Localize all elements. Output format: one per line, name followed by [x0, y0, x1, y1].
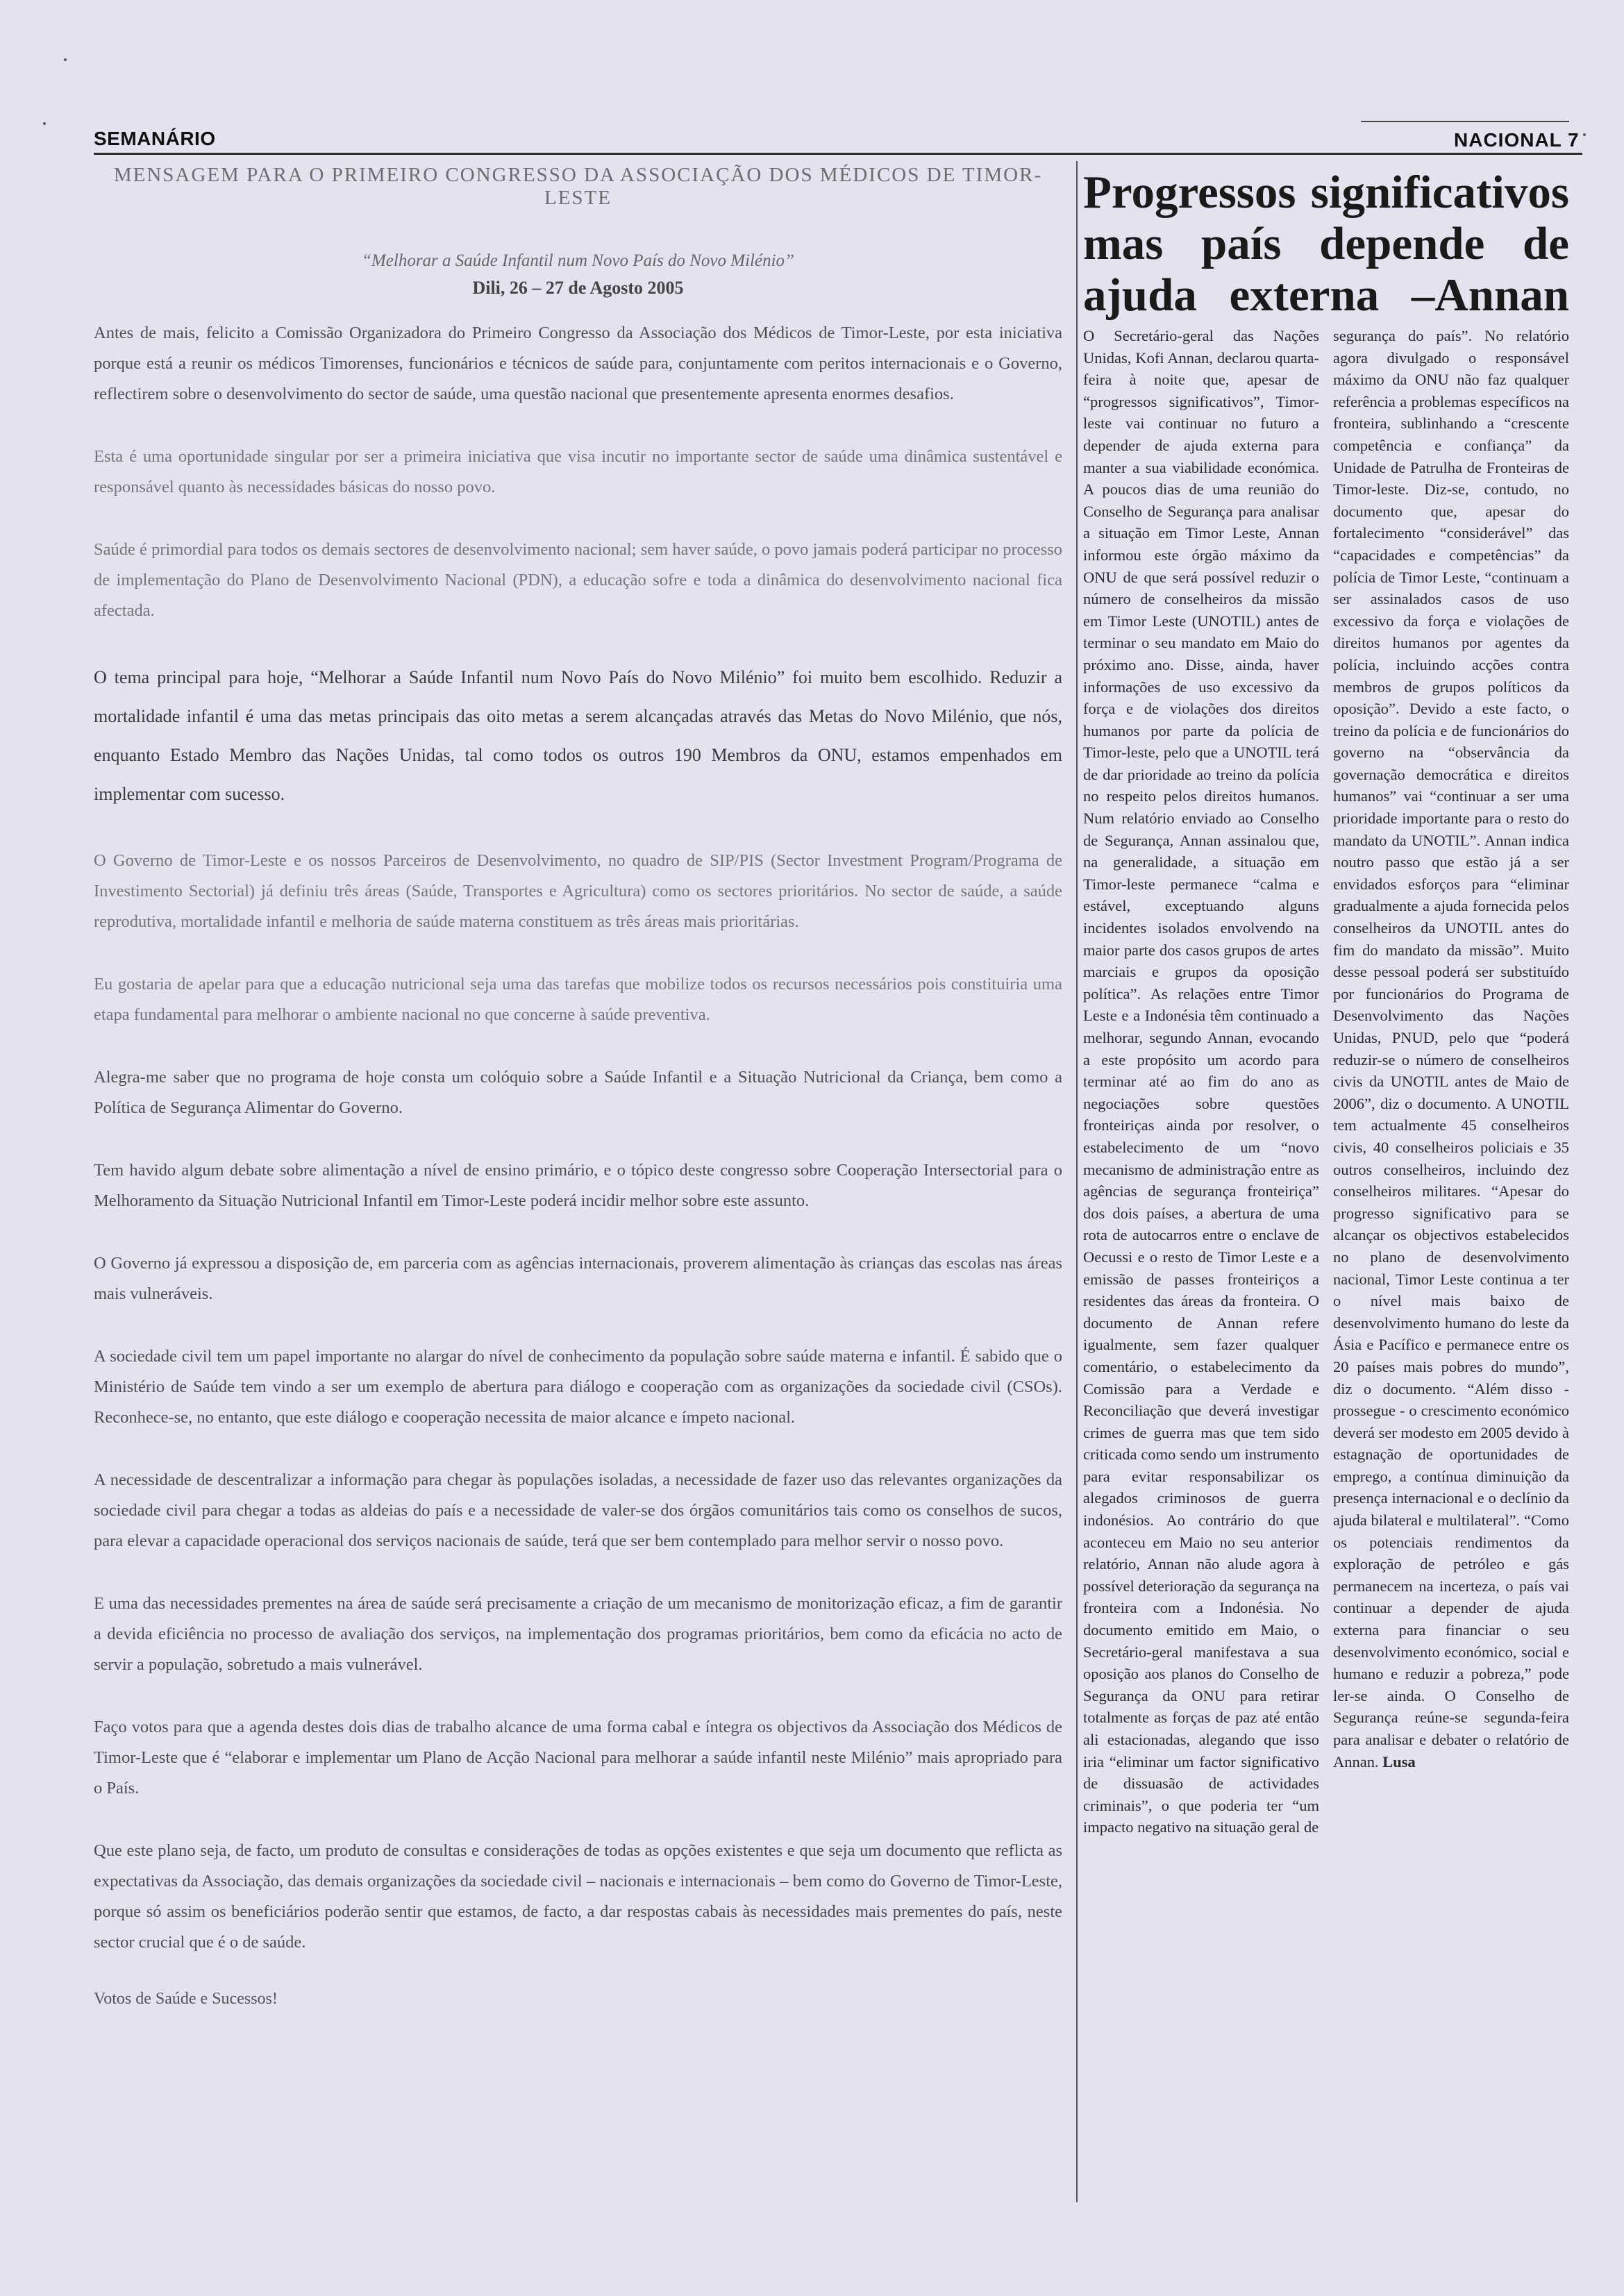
- headline-line: Progressos significativos: [1083, 167, 1569, 218]
- message-paragraph: Antes de mais, felicito a Comissão Organizadora do Primeiro Congresso da Associação dos Médicos de Timor-Leste, por esta iniciativa porque está a reunir os médicos Timorenses, funcionários e técnicos de saúde para, conjuntamente com peritos internacionais e o Governo, reflectirem sobre o desenvolvimento do sector de saúde, uma questão nacional que presentemente apresenta enormes desafios.: [94, 324, 1062, 403]
- article-column-2-text: segurança do país”. No relatório agora divulgado o responsável máximo da ONU não faz qualquer referência a problemas específicos na fronteira, sublinhando a “crescente competência e confiança” da Unidade de Patrulha de Fronteiras de Timor-leste. Diz-se, contudo, no documento que, apesar do fortalecimento “considerável” das “capacidades e competências” da polícia de Timor Leste, “continuam a ser assinalados casos de uso excessivo da força e violações de direitos humanos por agentes da polícia, incluindo acções contra membros de grupos políticos da oposição”. Devido a este facto, o treino da polícia e de funcionários do governo na “observância da governação democrática e direitos humanos” vai “continuar a ser uma prioridade importante para o resto do mandato da UNOTIL”. Annan indica noutro passo que estão já a ser envidados esforços para “eliminar gradualmente a ajuda fornecida pelos conselheiros da UNOTIL antes do fim do mandato da missão”. Muito desse pessoal poderá ser substituído por funcionários do Programa de Desenvolvimento das Nações Unidas, PNUD, pelo que “poderá reduzir-se o número de conselheiros civis da UNOTIL antes de Maio de 2006”, diz o documento. A UNOTIL tem actualmente 45 conselheiros civis, 40 conselheiros policiais e 35 outros conselheiros, incluindo dez conselheiros militares. “Apesar do progresso significativo para se alcançar os objectivos estabelecidos no plano de desenvolvimento nacional, Timor Leste continua a ter o nível mais baixo de desenvolvimento humano do leste da Ásia e Pacífico e permanece entre os 20 países mais pobres do mundo”, diz o documento. “Além disso - prossegue - o crescimento económico deverá ser modesto em 2005 devido à estagnação de oportunidades de emprego, a contínua diminuição da presença internacional e o declínio da ajuda bilateral e multilateral”. “Como os potenciais rendimentos da exploração de petróleo e gás permanecem na incerteza, o país vai continuar a depender de ajuda externa para financiar o seu desenvolvimento económico, social e humano e reduzir a pobreza,” pode ler-se ainda. O Conselho de Segurança reúne-se segunda-feira para analisar e debater o relatório de Annan.: [1333, 327, 1569, 1770]
- message-paragraph: Alegra-me saber que no programa de hoje consta um colóquio sobre a Saúde Infantil e a Situação Nutricional da Criança, bem como a Política de Segurança Alimentar do Governo.: [94, 1068, 1062, 1117]
- headline-line: mas país depende de: [1083, 218, 1569, 269]
- message-paragraph: O Governo já expressou a disposição de, em parceria com as agências internacionais, proverem alimentação às crianças das escolas nas áreas mais vulneráveis.: [94, 1254, 1062, 1303]
- news-agency-credit: Lusa: [1382, 1752, 1416, 1770]
- speck: [64, 58, 67, 61]
- message-paragraph: Faço votos para que a agenda destes dois dias de trabalho alcance de uma forma cabal e íntegra os objectivos da Associação dos Médicos de Timor-Leste que é “elaborar e implementar um Plano de Acção Nacional para melhorar a saúde infantil neste Milénio” mais apropriado para o País.: [94, 1718, 1062, 1798]
- message-paragraph: O tema principal para hoje, “Melhorar a Saúde Infantil num Novo País do Novo Milénio” foi muito bem escolhido. Reduzir a mortalidade infantil é uma das metas principais das oito metas a serem alcançadas através das Metas do Novo Milénio, que nós, enquanto Estado Membro das Nações Unidas, tal como todos os outros 190 Membros da ONU, estamos empenhados em implementar com sucesso.: [94, 667, 1062, 804]
- message-paragraph: E uma das necessidades prementes na área de saúde será precisamente a criação de um mecanismo de monitorização eficaz, a fim de garantir a devida eficiência no processo de avaliação dos serviços, na implementação dos programas prioritários, bem como da eficácia no acto de servir a população, sobretudo a mais vulnerável.: [94, 1594, 1062, 1674]
- article-column-2: [1333, 325, 1569, 1838]
- article-column-1: O Secretário-geral das Nações Unidas, Kofi Annan, declarou quarta-feira à noite que, apesar de “progressos significativos”, Timor-leste vai continuar no futuro a depender de ajuda externa para manter a sua viabilidade económica. A poucos dias de uma reunião do Conselho de Segurança para analisar a situação em Timor Leste, Annan informou este órgão máximo da ONU de que será possível reduzir o número de conselheiros da missão em Timor Leste (UNOTIL) antes de terminar o seu mandato em Maio do próximo ano. Disse, ainda, haver informações de uso excessivo da força e de violações dos direitos humanos por parte da polícia de Timor-leste, pelo que a UNOTIL terá de dar prioridade ao treino da polícia no respeito pelos direitos humanos. Num relatório enviado ao Conselho de Segurança, Annan assinalou que, na generalidade, a situação em Timor-leste permanece “calma e estável, exceptuando alguns incidentes isolados envolvendo na maior parte dos casos grupos de artes marciais e grupos da oposição política”. As relações entre Timor Leste e a Indonésia têm continuado a melhorar, segundo Annan, evocando a este propósito um acordo para terminar até ao fim do ano as negociações sobre questões fronteiriças ainda por resolver, o estabelecimento de um “novo mecanismo de administração entre as agências de segurança fronteiriça” dos dois países, a abertura de uma rota de autocarros entre o enclave de Oecussi e o resto de Timor Leste e a emissão de passes fronteiriços a residentes das áreas da fronteira. O documento de Annan refere igualmente, sem fazer qualquer comentário, o estabelecimento da Comissão para a Verdade e Reconciliação que deverá investigar crimes de guerra mas que tem sido criticada como sendo um instrumento para evitar responsabilizar os alegados criminosos de guerra indonésios. Ao contrário do que aconteceu em Maio no seu anterior relatório, Annan não alude agora à possível deterioração da segurança na fronteira com a Indonésia. No documento emitido em Maio, o Secretário-geral manifestava a sua oposição aos planos do Conselho de Segurança da ONU para retirar totalmente as forças de paz até então ali estacionadas, alegando que isso iria “eliminar um factor significativo de dissuasão de actividades criminais”, o que poderia ter “um impacto negativo na situação geral de: [1083, 327, 1319, 1836]
- message-heading: MENSAGEM PARA O PRIMEIRO CONGRESSO DA ASSOCIAÇÃO DOS MÉDICOS DE TIMOR-LESTE: [113, 164, 1043, 209]
- header-short-rule: [1361, 121, 1569, 122]
- speck: [43, 122, 46, 125]
- section-page-label: NACIONAL 7: [1454, 129, 1580, 151]
- message-dateline: Dili, 26 – 27 de Agosto 2005: [472, 278, 684, 298]
- publication-name: SEMANÁRIO: [94, 128, 216, 149]
- message-paragraph: A necessidade de descentralizar a informação para chegar às populações isoladas, a necessidade de fazer uso das relevantes organizações da sociedade civil para chegar a todas as aldeias do país e a necessidade de valer-se dos órgãos comunitários tais como os conselhos de sucos, para elevar a capacidade operacional dos serviços nacionais de saúde, terá que ser bem contemplado para melhor servir o nosso povo.: [94, 1470, 1062, 1550]
- article-headline: [1083, 167, 1569, 321]
- message-paragraph: Saúde é primordial para todos os demais sectores de desenvolvimento nacional; sem haver saúde, o povo jamais poderá participar no processo de implementação do Plano de Desenvolvimento Nacional (PDN), a educação sofre e toda a dinâmica do desenvolvimento nacional fica afectada.: [94, 540, 1062, 620]
- news-article: [1083, 167, 1569, 1838]
- message-column: [94, 164, 1062, 2009]
- message-motto: “Melhorar a Saúde Infantil num Novo País do Novo Milénio”: [362, 251, 794, 270]
- column-divider: [1076, 161, 1078, 2202]
- article-body: [1083, 325, 1569, 1838]
- headline-line: ajuda externa –Annan: [1083, 269, 1569, 321]
- speck: [1583, 133, 1586, 136]
- message-paragraph: Eu gostaria de apelar para que a educação nutricional seja uma das tarefas que mobilize todos os recursos necessários pois constituiria uma etapa fundamental para melhorar o ambiente nacional no que concerne à saúde preventiva.: [94, 975, 1062, 1024]
- message-signoff: Votos de Saúde e Sucessos!: [94, 1990, 278, 2008]
- message-paragraph: A sociedade civil tem um papel importante no alargar do nível de conhecimento da população sobre saúde materna e infantil. É sabido que o Ministério de Saúde tem vindo a ser um exemplo de abertura para diálogo e cooperação com as organizações da sociedade civil (CSOs). Reconhece-se, no entanto, que este diálogo e cooperação necessita de maior alcance e ímpeto nacional.: [94, 1347, 1062, 1427]
- message-paragraph: O Governo de Timor-Leste e os nossos Parceiros de Desenvolvimento, no quadro de SIP/PIS (Sector Investment Program/Programa de Investimento Sectorial) já definiu três áreas (Saúde, Transportes e Agricultura) como os sectores prioritários. No sector de saúde, a saúde reprodutiva, mortalidade infantil e melhoria de saúde materna constituem as três áreas mais prioritárias.: [94, 851, 1062, 931]
- message-paragraph: Tem havido algum debate sobre alimentação a nível de ensino primário, e o tópico deste congresso sobre Cooperação Intersectorial para o Melhoramento da Situação Nutricional Infantil em Timor-Leste poderá incidir melhor sobre este assunto.: [94, 1161, 1062, 1210]
- message-paragraph: Esta é uma oportunidade singular por ser a primeira iniciativa que visa incutir no importante sector de saúde uma dinâmica sustentável e responsável quanto às necessidades básicas do nosso povo.: [94, 447, 1062, 496]
- message-paragraph: Que este plano seja, de facto, um produto de consultas e considerações de todas as opções existentes e que seja um documento que reflicta as expectativas da Associação, das demais organizações da sociedade civil – nacionais e internacionais – bem como do Governo de Timor-Leste, porque só assim os beneficiários poderão sentir que estamos, de facto, a dar respostas cabais às necessidades mais prementes do país, neste sector crucial que é o de saúde.: [94, 1841, 1062, 1952]
- header-rule: [94, 153, 1582, 155]
